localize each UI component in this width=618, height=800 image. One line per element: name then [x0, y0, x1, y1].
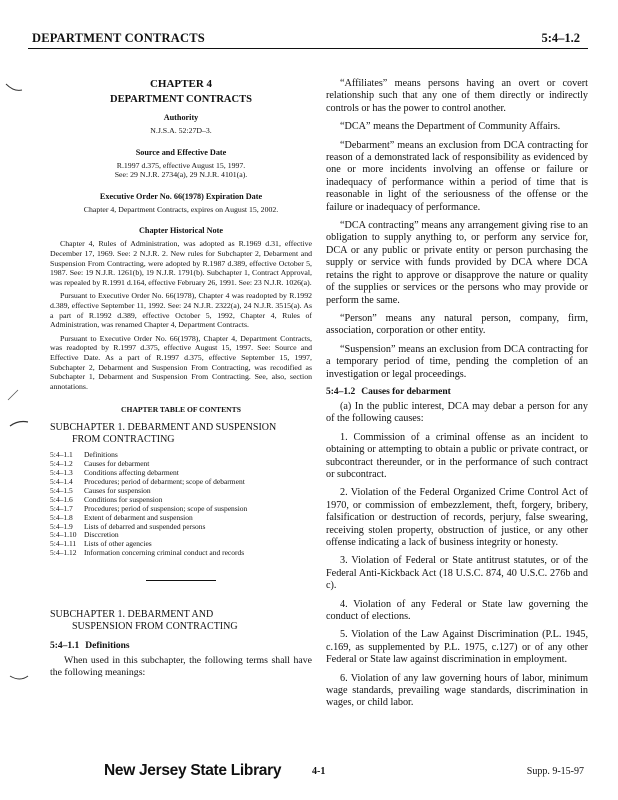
page-number: 4-1 — [312, 766, 326, 777]
section-title: Causes for debarment — [361, 386, 451, 397]
definition-debarment: “Debarment” means an exclusion from DCA contracting for reason of a demonstrated lack of responsibility as evidenced by one or more incidents involving an offense or failure or inadequacy of performance within a period of time that is reasonable in light of the seriousness of the offense or the failure or inadequacy of performance. — [326, 139, 588, 213]
toc-entry-number: 5:4–1.5 — [50, 485, 73, 495]
toc-entry-title: Extent of debarment and suspension — [84, 512, 193, 522]
toc-subchapter-title — [50, 422, 312, 445]
header-title: DEPARTMENT CONTRACTS — [32, 31, 205, 45]
cause-item: 1. Commission of a criminal offense as an incident to obtaining or attempting to obtain a public or private contract, or subcontract thereunder, or in the performance of such contract or subcontract. — [326, 431, 588, 480]
subchapter-title-line: SUSPENSION FROM CONTRACTING — [72, 621, 238, 633]
library-stamp: New Jersey State Library — [104, 762, 282, 779]
page-footer — [0, 760, 618, 790]
toc-entry-number: 5:4–1.7 — [50, 503, 73, 513]
cause-item: 6. Violation of any law governing hours of labor, minimum wage standards, prevailing wage standards, discrimination in wages, or child labor. — [326, 672, 588, 709]
toc-entry[interactable] — [50, 549, 312, 558]
section-number: 5:4–1.1 — [50, 641, 80, 652]
toc-entry-number: 5:4–1.10 — [50, 530, 77, 540]
toc-entry-number: 5:4–1.3 — [50, 468, 73, 478]
cause-item: 5. Violation of the Law Against Discrimination (P.L. 1945, c.169, as supplemented by P.L. 1975, c.127) or of any other Federal or State law against discrimination in employment. — [326, 629, 588, 666]
toc-entry-number: 5:4–1.9 — [50, 521, 73, 531]
toc-entry-title: Information concerning criminal conduct and records — [84, 548, 245, 558]
cause-item: 4. Violation of any Federal or State law governing the conduct of elections. — [326, 598, 588, 623]
cause-item: 2. Violation of the Federal Organized Crime Control Act of 1970, or commission of embezzlement, theft, forgery, bribery, falsification or destruction of records, perjury, false swearing, receiving stolen property, obstruction of justice, or any other offense indicating a lack of business integrity or honesty. — [326, 487, 588, 548]
toc-subchapter-line: SUBCHAPTER 1. DEBARMENT AND SUSPENSION — [50, 422, 277, 434]
header-section: 5:4–1.2 — [541, 31, 580, 45]
running-header — [28, 28, 588, 49]
history-heading: Chapter Historical Note — [139, 226, 223, 236]
toc-subchapter-line: FROM CONTRACTING — [72, 433, 175, 445]
toc-entry-number: 5:4–1.1 — [50, 450, 73, 460]
section-divider — [146, 580, 216, 581]
subchapter-title — [50, 609, 312, 633]
authority-text: N.J.S.A. 52:27D–3. — [150, 126, 212, 135]
toc-entry-title: Definitions — [84, 450, 118, 460]
toc-entry-number: 5:4–1.2 — [50, 459, 73, 469]
toc-entry-number: 5:4–1.6 — [50, 494, 73, 504]
toc-entry-number: 5:4–1.4 — [50, 477, 73, 486]
source-line-1: R.1997 d.375, effective August 15, 1997. — [116, 160, 246, 170]
toc-heading: CHAPTER TABLE OF CONTENTS — [121, 405, 241, 415]
section-intro: When used in this subchapter, the following terms shall have the following meanings: — [50, 655, 312, 678]
section-heading — [50, 641, 312, 651]
subchapter-title-line: SUBCHAPTER 1. DEBARMENT AND — [50, 609, 214, 621]
definition-affiliates: “Affiliates” means persons having an overt or covert relationship such that any one of them directly or indirectly controls or has the power to control another. — [326, 78, 588, 114]
toc-entry-title: Disccretion — [84, 530, 119, 540]
chapter-number: CHAPTER 4 — [149, 78, 213, 90]
toc-entry-number: 5:4–1.8 — [50, 512, 73, 522]
definition-dca-contracting: “DCA contracting” means any arrangement giving rise to an obligation to supply anything to, or perform any service for, DCA or any public or private entity or person purchasing the supply or service with funds provided by DCA where DCA retains the right to approve or disapprove the nature or quality of the supplies or services or the persons who may provide or perform the same. — [326, 220, 588, 306]
table-of-contents — [50, 451, 312, 558]
left-column — [50, 72, 312, 685]
toc-entry-title: Procedures; period of debarment; scope of debarment — [84, 477, 245, 486]
definition-person: “Person” means any natural person, company, firm, association, corporation or other entity. — [326, 312, 588, 337]
toc-entry-title: Conditions affecting debarment — [84, 468, 179, 478]
section-number: 5:4–1.2 — [326, 386, 356, 397]
section-title: Definitions — [85, 641, 130, 652]
toc-entry-title: Causes for suspension — [84, 485, 151, 495]
cause-item: 3. Violation of Federal or State antitrust statutes, or of the Federal Anti-Kickback Act (18 U.S.C. 874, 40 U.S.C. 276b and c). — [326, 555, 588, 592]
section-heading — [326, 387, 588, 397]
toc-entry-title: Lists of other agencies — [84, 539, 152, 549]
source-line-2: See: 29 N.J.R. 2734(a), 29 N.J.R. 4101(a). — [114, 170, 248, 180]
history-paragraph: Pursuant to Executive Order No. 66(1978), Chapter 4 was readopted by R.1992 d.389, effective September 11, 1992. See: 24 N.J.R. 2322(a), 24 N.J.R. 3515(a). As a part of R.1992 d.389, effective October 5, 1992, Chapter 4, Rules of Administration, was renamed Chapter 4, Department Contracts. — [50, 291, 312, 330]
history-paragraph: Chapter 4, Rules of Administration, was adopted as R.1969 d.31, effective December 17, 1969. See: 2 N.J.R. 2. New rules for Subchapter 2, Debarment and Suspension From Contracting, were adopted by R.1987 d.389, effective October 5, 1987. See: 19 N.J.R. 1261(b), 19 N.J.R. 1791(b). Subchapter 1, Contract Approval, was repealed by R.1991 d.164, effective February 26, 1991. See: 23 N.J.R. 1026(a). — [50, 239, 312, 287]
toc-entry-number: 5:4–1.12 — [50, 548, 77, 558]
section-intro: (a) In the public interest, DCA may debar a person for any of the following causes: — [326, 400, 588, 425]
definition-dca: “DCA” means the Department of Community Affairs. — [340, 121, 561, 133]
eo-text: Chapter 4, Department Contracts, expires on August 15, 2002. — [83, 204, 279, 214]
toc-entry-title: Conditions for suspension — [84, 494, 163, 504]
supplement-date: Supp. 9-15-97 — [526, 766, 584, 777]
toc-entry-title: Procedures; period of suspension; scope of suspension — [84, 503, 248, 513]
toc-entry-title: Lists of debarred and suspended persons — [84, 521, 206, 531]
definition-suspension: “Suspension” means an exclusion from DCA contracting for a temporary period of time, pending the completion of an investigation or legal proceedings. — [326, 343, 588, 380]
chapter-title: DEPARTMENT CONTRACTS — [110, 94, 252, 105]
history-paragraph: Pursuant to Executive Order No. 66(1978), Chapter 4, Department Contracts, was readopted by R.1997 d.375, effective August 15, 1997. See: Source and Effective Date. As a part of R.1997 d.375, effective September 15, 1997, Subchapter 2, Debarment and Suspension From Contracting, was recodified as Subchapter 1, Debarment and Suspension From Contracting. See, also, section annotations. — [50, 333, 312, 391]
eo-heading: Executive Order No. 66(1978) Expiration Date — [99, 191, 263, 201]
right-column — [326, 78, 588, 716]
source-heading: Source and Effective Date — [135, 147, 227, 157]
toc-entry-title: Causes for debarment — [84, 459, 150, 469]
scan-margin-marks — [0, 70, 30, 770]
toc-entry-number: 5:4–1.11 — [50, 539, 77, 549]
authority-heading: Authority — [163, 113, 199, 122]
